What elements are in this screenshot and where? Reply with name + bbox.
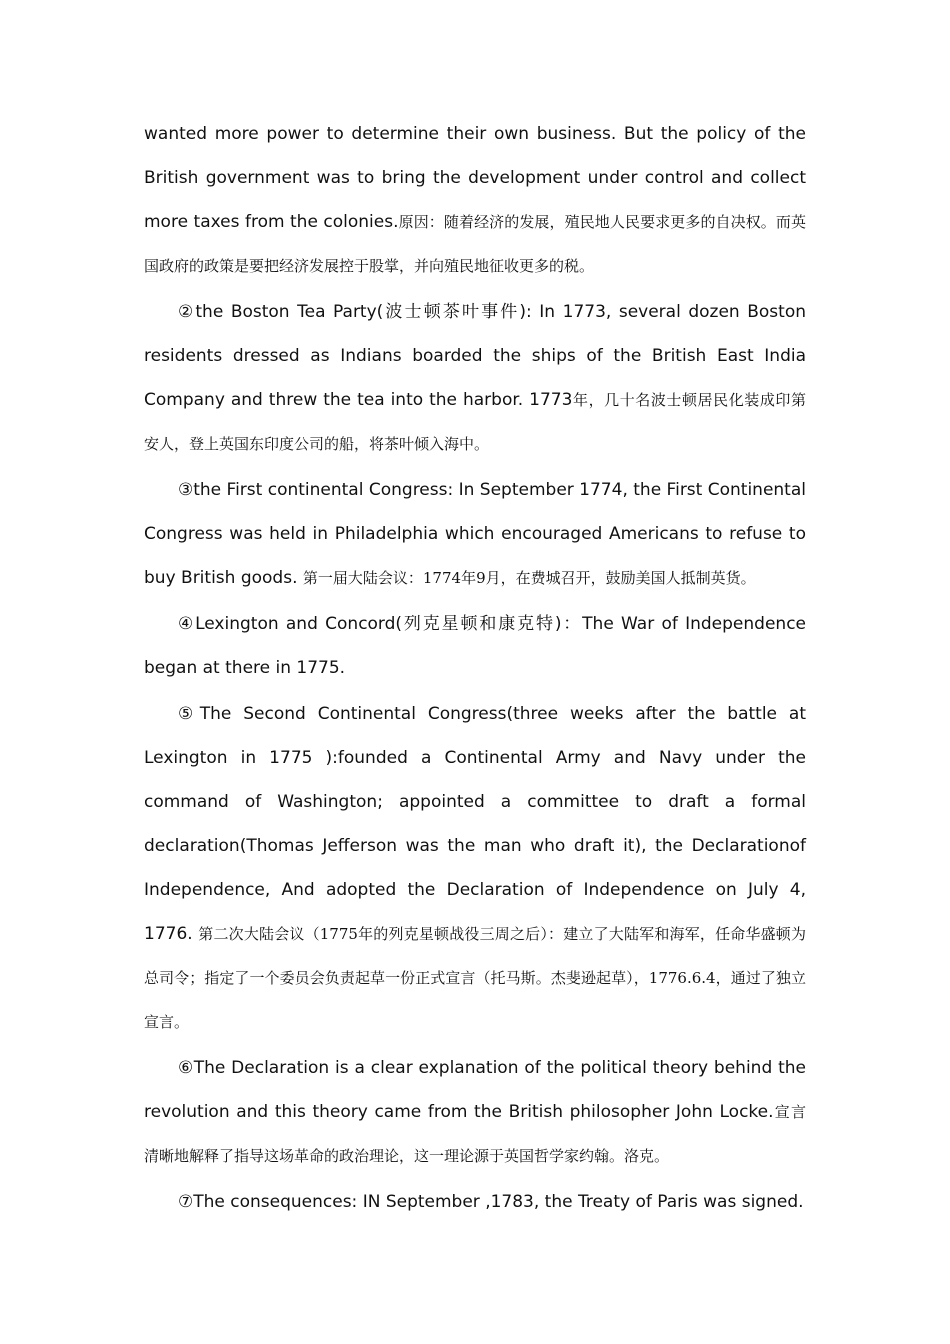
paragraph-chinese-text: 第一届大陆会议：1774年9月，在费城召开，鼓励美国人抵制英货。 — [302, 569, 756, 587]
paragraph-english-text: ⑥The Declaration is a clear explanation of the political theory behind the revolution and this theory came from the British philosopher John Locke. — [144, 1058, 806, 1122]
paragraph-english-text: ③the First continental Congress: In September 1774, the First Continental Congress was held in Philadelphia which encouraged Americans to refuse to buy British goods. — [144, 480, 806, 588]
paragraph-chinese-text: 第二次大陆会议（1775年的列克星顿战役三周之后）：建立了大陆军和海军，任命华盛顿为总司令；指定了一个委员会负责起草一份正式宣言（托马斯。杰斐逊起草），1776.6.4，通过了独立宣言。 — [144, 925, 806, 1031]
paragraph-english-text: ⑤The Second Continental Congress(three weeks after the battle at Lexington in 1775 ):founded a Continental Army and Navy under the command of Washington; appointed a committee to draft a formal declaration(Thomas Jefferson was the man who draft it), the Declarationof Independence, And adopted the Declaration of Independence on July 4, 1776. — [144, 704, 806, 944]
paragraph-first-continental-congress — [144, 468, 806, 600]
paragraph-english-text: ②the Boston Tea Party(波士顿茶叶事件): In 1773, several dozen Boston residents dressed as Indians boarded the ships of the British East India Company and threw the tea into the harbor. 1773 — [144, 302, 806, 410]
document-page — [144, 112, 806, 1224]
paragraph-english-text: ④Lexington and Concord(列克星顿和康克特)：The War of Independence began at there in 1775. — [144, 614, 806, 678]
paragraph-second-continental-congress — [144, 692, 806, 1044]
paragraph-english-text: wanted more power to determine their own business. But the policy of the British government was to bring the development under control and collect more taxes from the colonies. — [144, 124, 806, 232]
paragraph-boston-tea-party — [144, 290, 806, 466]
paragraph-declaration-theory — [144, 1046, 806, 1178]
paragraph-lexington-concord — [144, 602, 806, 690]
paragraph-chinese-text: 年，几十名波士顿居民化装成印第安人，登上英国东印度公司的船，将茶叶倾入海中。 — [144, 391, 806, 453]
paragraph-consequences — [144, 1180, 806, 1224]
paragraph-chinese-text: 宣言清晰地解释了指导这场革命的政治理论，这一理论源于英国哲学家约翰。洛克。 — [144, 1103, 806, 1165]
paragraph-causes — [144, 112, 806, 288]
paragraph-chinese-text: 原因：随着经济的发展，殖民地人民要求更多的自决权。而英国政府的政策是要把经济发展控于股掌，并向殖民地征收更多的税。 — [144, 213, 806, 275]
paragraph-english-text: ⑦The consequences: IN September ,1783, the Treaty of Paris was signed. — [178, 1192, 804, 1212]
